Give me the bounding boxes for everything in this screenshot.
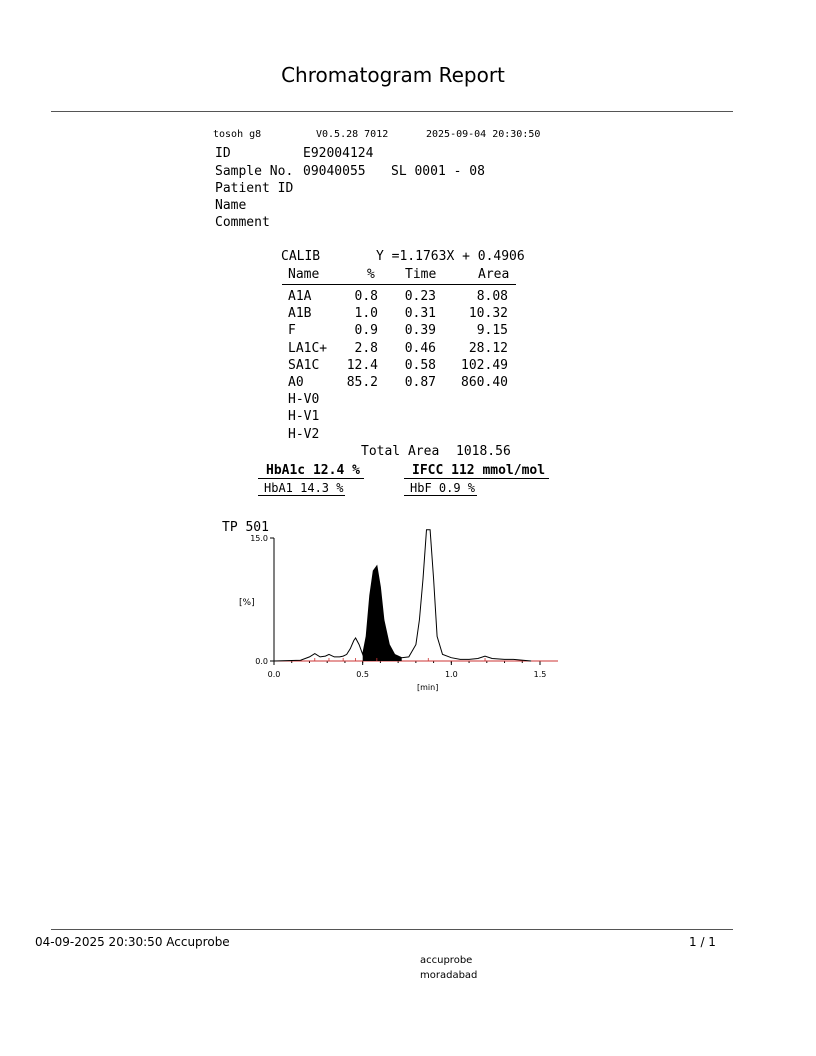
col-pct: % bbox=[367, 267, 375, 282]
table-row bbox=[288, 289, 518, 305]
total-area-value: 1018.56 bbox=[456, 444, 511, 459]
hbf-result: HbF 0.9 % bbox=[404, 481, 477, 496]
x-axis-label: [min] bbox=[417, 683, 439, 692]
cell-area: 28.12 bbox=[468, 340, 508, 356]
id-value: E92004124 bbox=[303, 146, 374, 161]
table-row bbox=[288, 409, 518, 425]
sample-value: 09040055 bbox=[303, 164, 366, 179]
report-title: Chromatogram Report bbox=[281, 63, 505, 87]
col-time: Time bbox=[405, 267, 437, 282]
calib-equation: Y =1.1763X + 0.4906 bbox=[376, 249, 525, 264]
patient-id-label: Patient ID bbox=[215, 181, 294, 196]
cell-name: H-V1 bbox=[288, 409, 320, 425]
cell-time: 0.39 bbox=[404, 323, 436, 339]
sl-value: SL 0001 - 08 bbox=[391, 164, 485, 179]
table-row bbox=[288, 358, 518, 374]
cell-name: LA1C+ bbox=[288, 340, 328, 356]
lab-name: accuprobe bbox=[420, 955, 473, 966]
y-tick-label: 15.0 bbox=[250, 534, 268, 543]
cell-name: H-V2 bbox=[288, 426, 320, 442]
cell-name: A1A bbox=[288, 289, 312, 304]
sample-label: Sample No. bbox=[215, 164, 294, 179]
x-tick-label: 1.5 bbox=[533, 670, 547, 679]
table-row bbox=[288, 306, 518, 322]
cell-time: 0.31 bbox=[404, 306, 436, 322]
hba1c-result: HbA1c 12.4 % bbox=[258, 463, 364, 479]
id-label: ID bbox=[215, 146, 231, 161]
header-divider bbox=[51, 111, 733, 112]
cell-area: 10.32 bbox=[468, 306, 508, 322]
footer-timestamp: 04-09-2025 20:30:50 Accuprobe bbox=[35, 935, 230, 949]
col-name: Name bbox=[288, 267, 320, 282]
cell-area: 9.15 bbox=[476, 323, 508, 339]
instrument-name: tosoh g8 bbox=[213, 129, 262, 140]
table-row bbox=[288, 341, 518, 357]
footer-divider bbox=[51, 929, 733, 930]
table-header bbox=[282, 266, 516, 285]
cell-area: 102.49 bbox=[461, 357, 508, 373]
cell-area: 8.08 bbox=[476, 289, 508, 304]
chromatogram-chart bbox=[215, 515, 575, 695]
hba1-result: HbA1 14.3 % bbox=[258, 481, 345, 496]
cell-area: 860.40 bbox=[461, 375, 508, 390]
x-tick-label: 0.5 bbox=[356, 670, 370, 679]
lab-city: moradabad bbox=[420, 970, 478, 981]
signal-trace bbox=[274, 530, 531, 661]
x-tick-label: 0.0 bbox=[267, 670, 281, 679]
cell-time: 0.58 bbox=[404, 357, 436, 373]
table-row bbox=[288, 392, 518, 408]
table-row bbox=[288, 323, 518, 339]
y-axis-label: [%] bbox=[239, 598, 255, 608]
ifcc-result: IFCC 112 mmol/mol bbox=[404, 463, 549, 479]
cell-time: 0.23 bbox=[404, 289, 436, 304]
cell-pct: 1.0 bbox=[354, 306, 378, 322]
col-area: Area bbox=[478, 267, 510, 282]
x-tick-label: 1.0 bbox=[444, 670, 458, 679]
table-row bbox=[288, 375, 518, 391]
cell-name: SA1C bbox=[288, 357, 320, 373]
cell-name: A1B bbox=[288, 306, 312, 322]
cell-name: A0 bbox=[288, 375, 304, 390]
cell-time: 0.46 bbox=[404, 340, 436, 356]
cell-time: 0.87 bbox=[404, 375, 436, 390]
results-table bbox=[288, 289, 518, 449]
name-label: Name bbox=[215, 198, 247, 213]
comment-label: Comment bbox=[215, 215, 270, 230]
page-number: 1 / 1 bbox=[689, 935, 716, 949]
cell-pct: 0.8 bbox=[354, 289, 378, 304]
cell-pct: 85.2 bbox=[346, 375, 378, 390]
table-row bbox=[288, 427, 518, 443]
total-area-label: Total Area bbox=[361, 444, 440, 459]
cell-name: H-V0 bbox=[288, 392, 320, 408]
print-datetime: 2025-09-04 20:30:50 bbox=[426, 129, 541, 140]
cell-pct: 0.9 bbox=[354, 323, 378, 339]
cell-pct: 12.4 bbox=[346, 357, 378, 373]
firmware-version: V0.5.28 7012 bbox=[316, 129, 389, 140]
cell-pct: 2.8 bbox=[354, 340, 378, 356]
y-tick-label: 0.0 bbox=[255, 657, 268, 666]
chart-title: TP 501 bbox=[222, 520, 269, 535]
cell-name: F bbox=[288, 323, 296, 339]
calib-label: CALIB bbox=[281, 249, 321, 264]
